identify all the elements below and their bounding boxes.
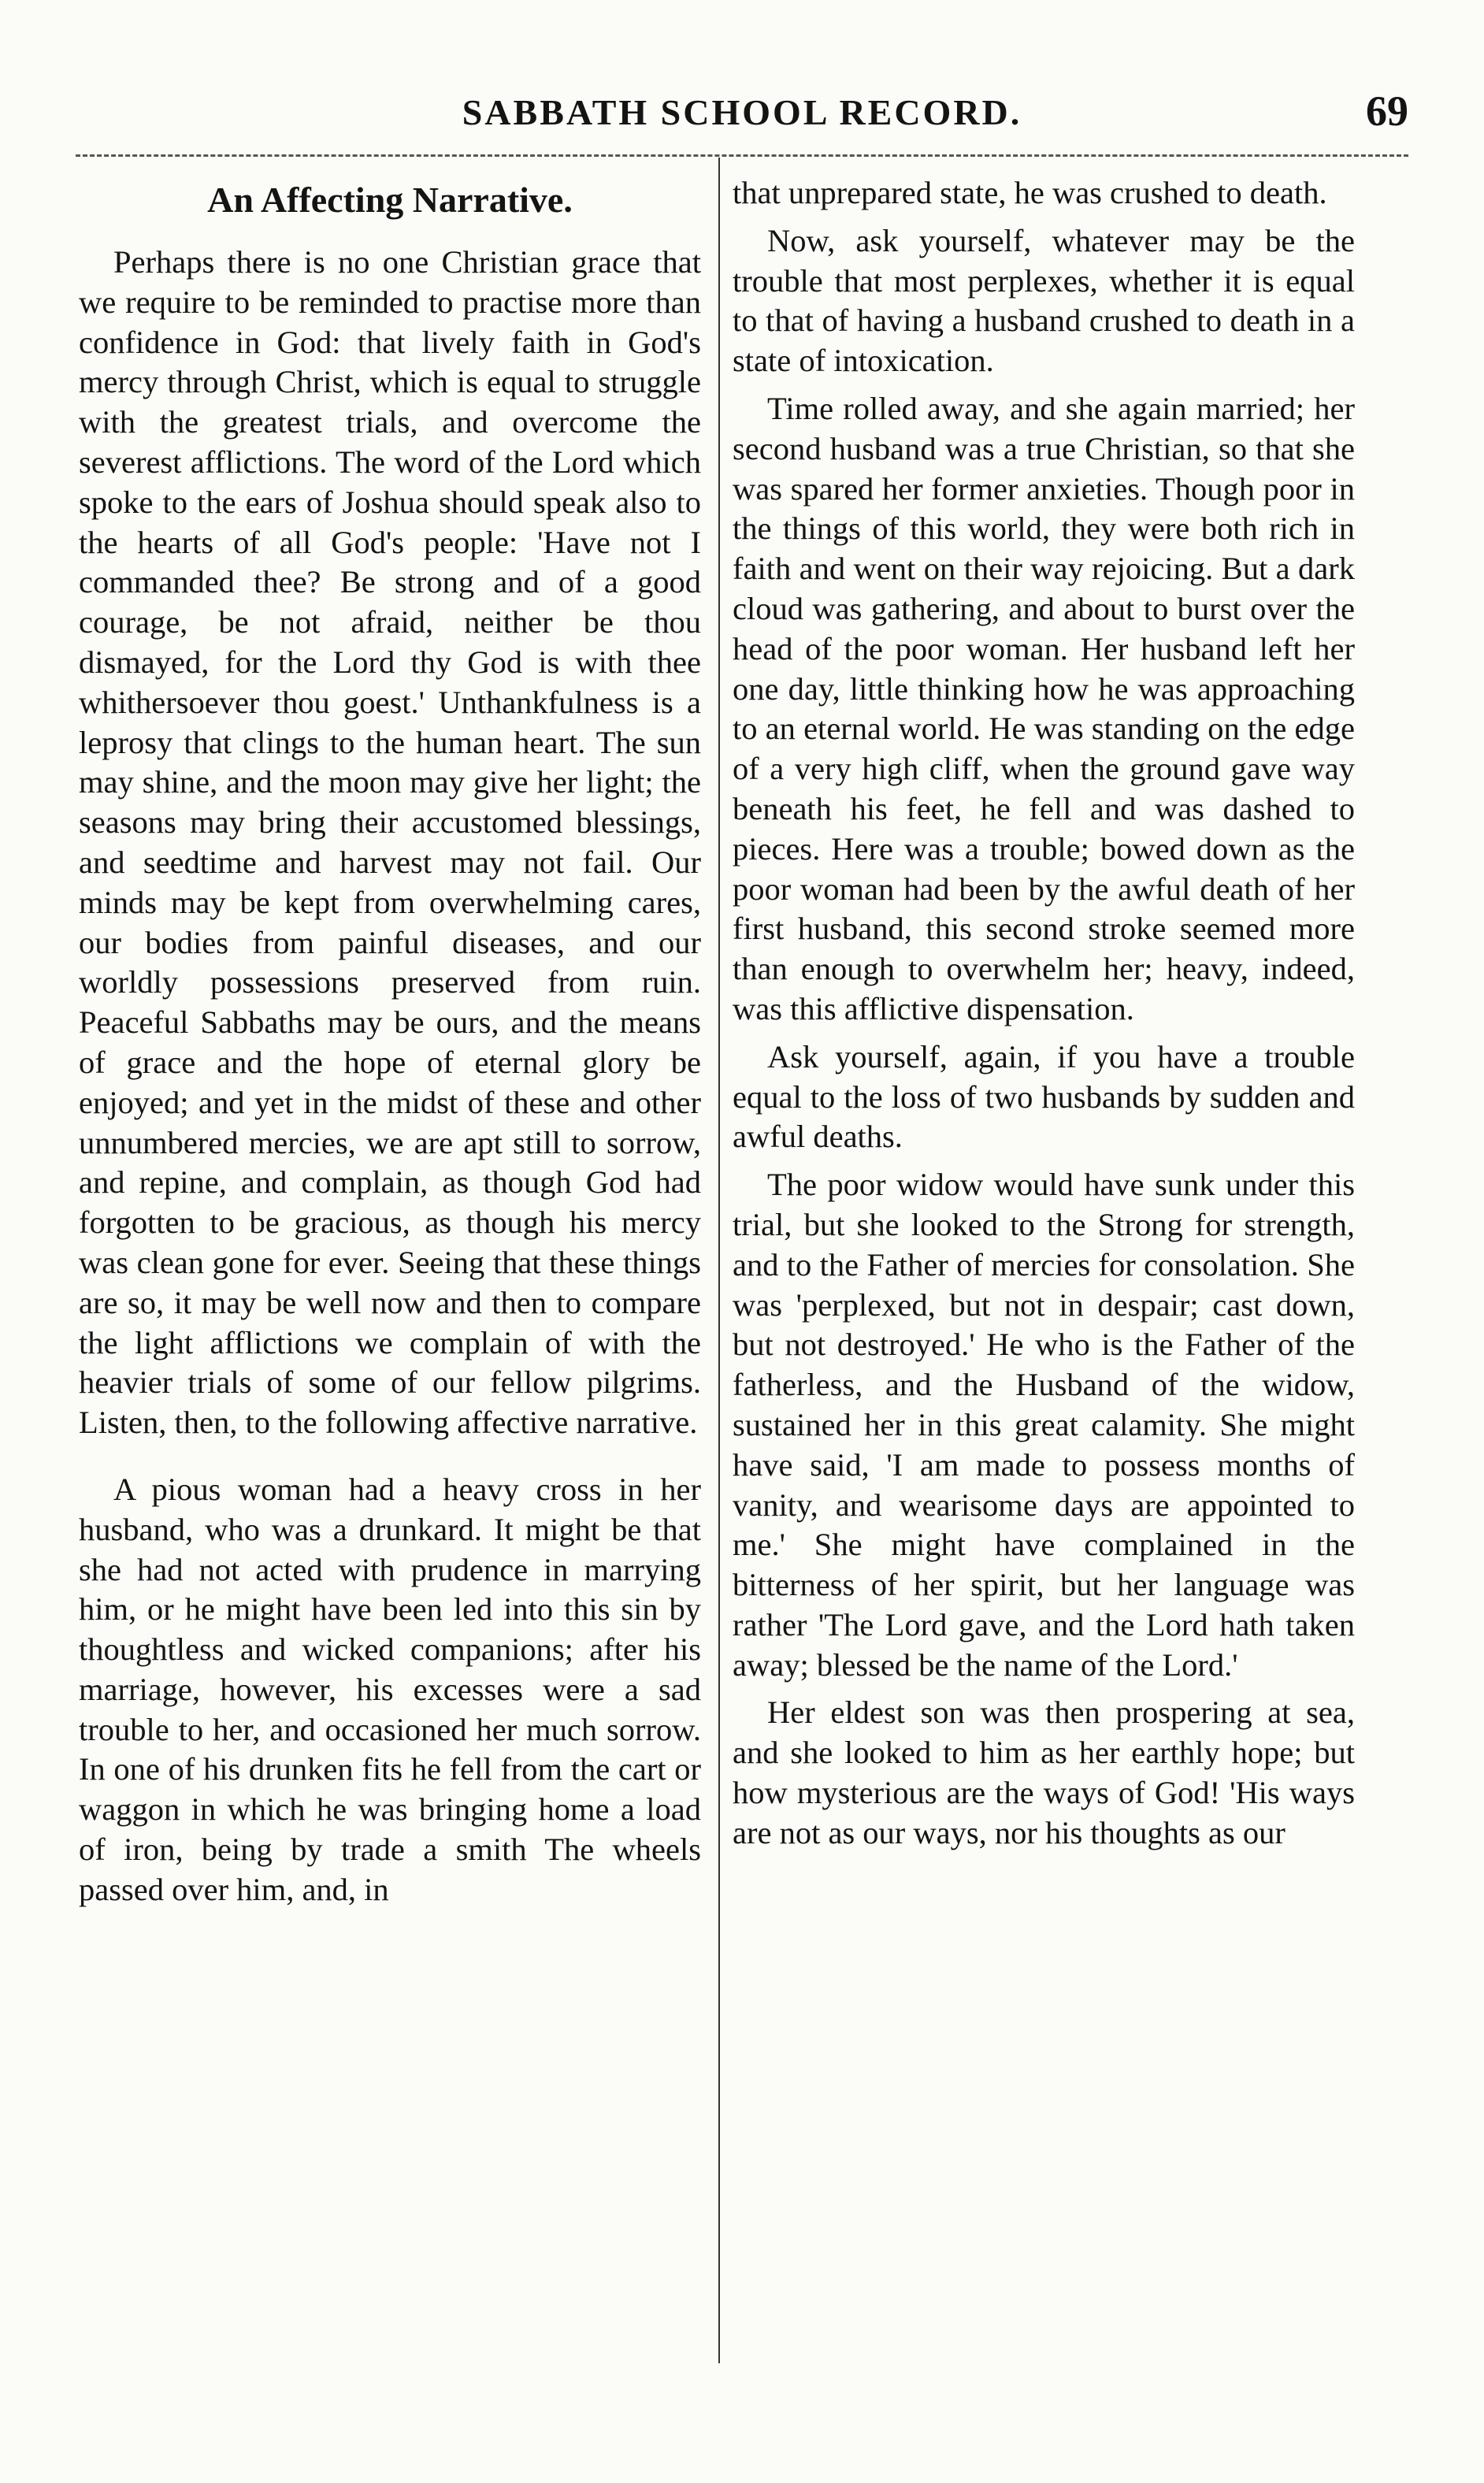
page-number: 69 [1366,87,1408,135]
left-column [79,173,701,1918]
body-paragraph: that unprepared state, he was crushed to death. [733,175,1327,210]
column-divider [718,158,720,2363]
body-paragraph: The poor widow would have sunk under this trial, but she looked to the Strong for strength, and to the Father of mercies for consolation. She was 'perplexed, but not in despair; cast down, but not destroyed.' He who is the Father of the fatherless, and the Husband of the widow, sustained her in this great calamity. She might have said, 'I am made to possess months of vanity, and wearisome days are appointed to me.' She might have complained in the bitterness of her spirit, but her language was rather 'The Lord gave, and the Lord hath taken away; blessed be the name of the Lord.' [733,1167,1355,1683]
article-title: An Affecting Narrative. [207,180,573,220]
body-paragraph: Her eldest son was then prospering at sea, and she looked to him as her earthly hope; but how mysterious are the ways of God! 'His ways are not as our ways, nor his thoughts as our [733,1694,1355,1850]
header-rule [76,154,1408,157]
right-column [733,173,1355,1861]
body-paragraph: Time rolled away, and she again married; her second husband was a true Christian, so that she was spared her former anxieties. Though poor in the things of this world, they were both rich in faith and went on their way rejoicing. But a dark cloud was gathering, and about to burst over the head of the poor woman. Her husband left her one day, little thinking how he was approaching to an eternal world. He was standing on the edge of a very high cliff, when the ground gave way beneath his feet, he fell and was dashed to pieces. Here was a trouble; bowed down as the poor woman had been by the awful death of her first husband, this second stroke seemed more than enough to overwhelm her; heavy, indeed, was this afflictive dispensation. [733,390,1355,1026]
running-header [76,85,1408,148]
body-paragraph: Ask yourself, again, if you have a trouble equal to the loss of two husbands by sudden and awful deaths. [733,1038,1355,1155]
running-title: SABBATH SCHOOL RECORD. [462,92,1022,132]
body-paragraph: Now, ask yourself, whatever may be the trouble that most perplexes, whether it is equal to that of having a husband crushed to death in a state of intoxication. [733,222,1355,379]
body-paragraph: A pious woman had a heavy cross in her husband, who was a drunkard. It might be that she had not acted with prudence in marrying him, or he might have been led into this sin by thoughtless and wicked companions; after his marriage, however, his excesses were a sad trouble to her, and occasioned her much sorrow. In one of his drunken fits he fell from the cart or waggon in which he was bringing home a load of iron, being by trade a smith The wheels passed over him, and, in [79,1471,701,1907]
body-paragraph: Perhaps there is no one Christian grace that we require to be reminded to practise more than confidence in God: that lively faith in God's mercy through Christ, which is equal to struggle with the greatest trials, and overcome the severest afflictions. The word of the Lord which spoke to the ears of Joshua should speak also to the hearts of all God's people: 'Have not I commanded thee? Be strong and of a good courage, be not afraid, neither be thou dismayed, for the Lord thy God is with thee whithersoever thou goest.' Unthankfulness is a leprosy that clings to the human heart. The sun may shine, and the moon may give her light; the seasons may bring their accustomed blessings, and seedtime and harvest may not fail. Our minds may be kept from overwhelming cares, our bodies from painful diseases, and our worldly possessions preserved from ruin. Peaceful Sabbaths may be ours, and the means of grace and the hope of eternal glory be enjoyed; and yet in the midst of these and other unnumbered mercies, we are apt still to sorrow, and repine, and complain, as though God had forgotten to be gracious, as though his mercy was clean gone for ever. Seeing that these things are so, it may be well now and then to compare the light afflictions we complain of with the heavier trials of some of our fellow pilgrims. Listen, then, to the following affective narrative. [79,244,701,1441]
